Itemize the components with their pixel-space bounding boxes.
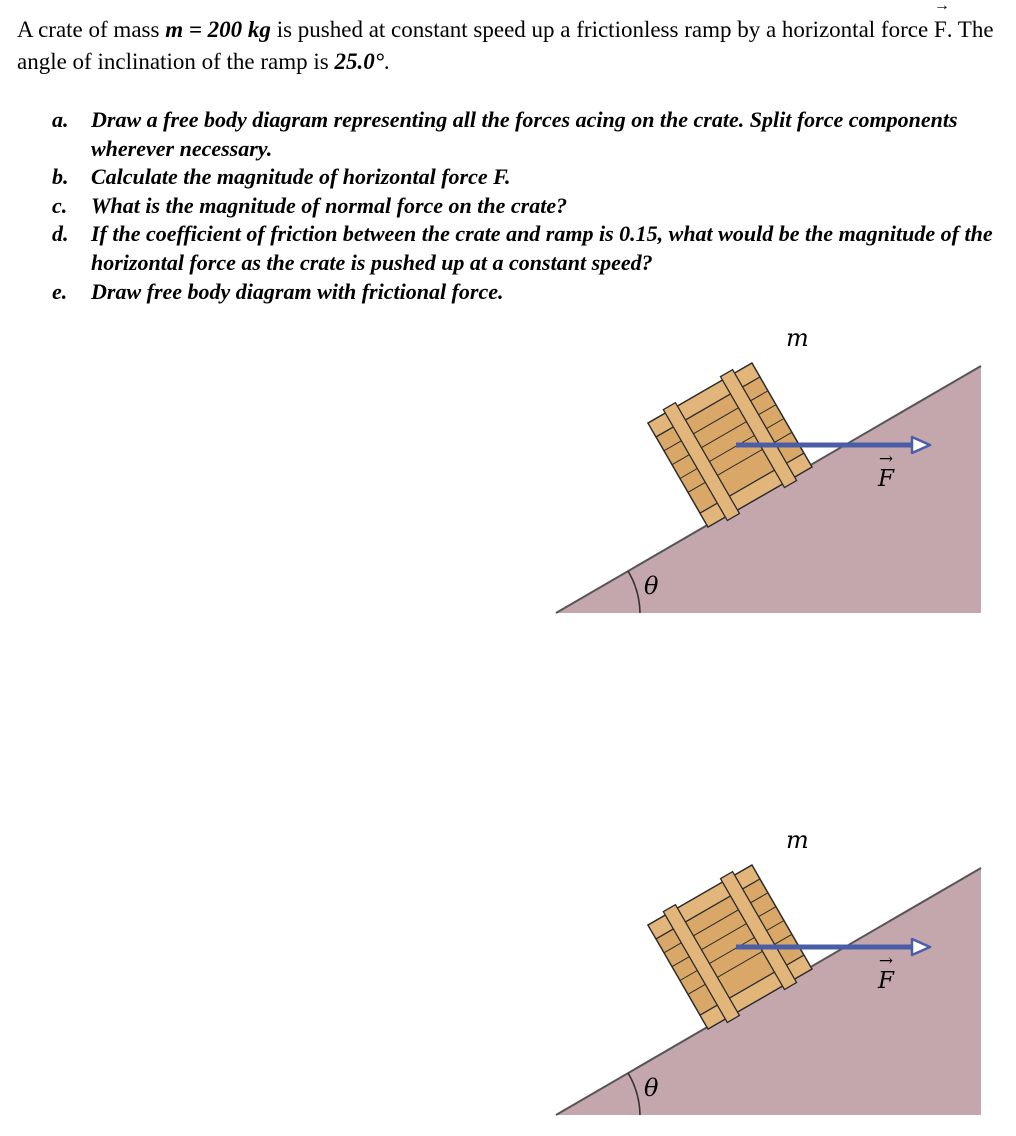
mass-value: m = 200 kg [165, 17, 271, 42]
force-symbol: F [878, 466, 894, 492]
intro-text-3: . The angle of inclination of the ramp is [17, 17, 994, 74]
question-letter: a. [52, 107, 69, 132]
angle-label: θ [644, 1074, 659, 1102]
mass-label: m [786, 826, 809, 854]
question-letter: e. [52, 278, 68, 304]
angle-label: θ [644, 572, 659, 600]
vector-arrow-icon: → [878, 951, 894, 971]
intro-text-4: . [383, 49, 390, 74]
question-text: Draw free body diagram with frictional force. [91, 278, 504, 304]
question-item [0, 220, 1000, 277]
mass-label: m [786, 324, 809, 352]
question-letter: b. [52, 164, 69, 190]
force-vector-symbol [933, 0, 950, 46]
ramp-diagram-2 [550, 820, 990, 1120]
question-letter: c. [52, 192, 68, 218]
question-text: If the coefficient of friction between the crate and ramp is 0.15, what would be the magnitude of the horizontal force as the crate is pushed up at a constant speed? [91, 221, 993, 275]
question-item [0, 278, 1000, 307]
question-letter: d. [52, 221, 69, 247]
ramp-figure [550, 820, 990, 1120]
vector-arrow-icon: → [878, 449, 894, 469]
intro-text-1: A crate of mass [17, 17, 166, 42]
question-text: What is the magnitude of normal force on the crate? [91, 192, 568, 218]
force-symbol: F [933, 17, 947, 42]
question-item [0, 106, 1000, 163]
question-item [0, 192, 1000, 221]
question-text: Calculate the magnitude of horizontal force F. [91, 164, 511, 190]
question-item [0, 163, 1000, 192]
angle-value: 25.0° [334, 49, 384, 74]
problem-statement [17, 0, 1007, 78]
ramp-figure [550, 318, 990, 618]
force-label [878, 449, 894, 492]
intro-text-2: is pushed at constant speed up a frictionless ramp by a horizontal force [270, 17, 934, 42]
question-list [0, 106, 1000, 306]
ramp-diagram-1 [550, 318, 990, 618]
question-text: Draw a free body diagram representing all the forces acing on the crate. Split force components wherever necessary. [91, 107, 958, 161]
force-label [878, 951, 894, 994]
force-symbol: F [878, 968, 894, 994]
vector-arrow-icon: → [933, 0, 950, 14]
